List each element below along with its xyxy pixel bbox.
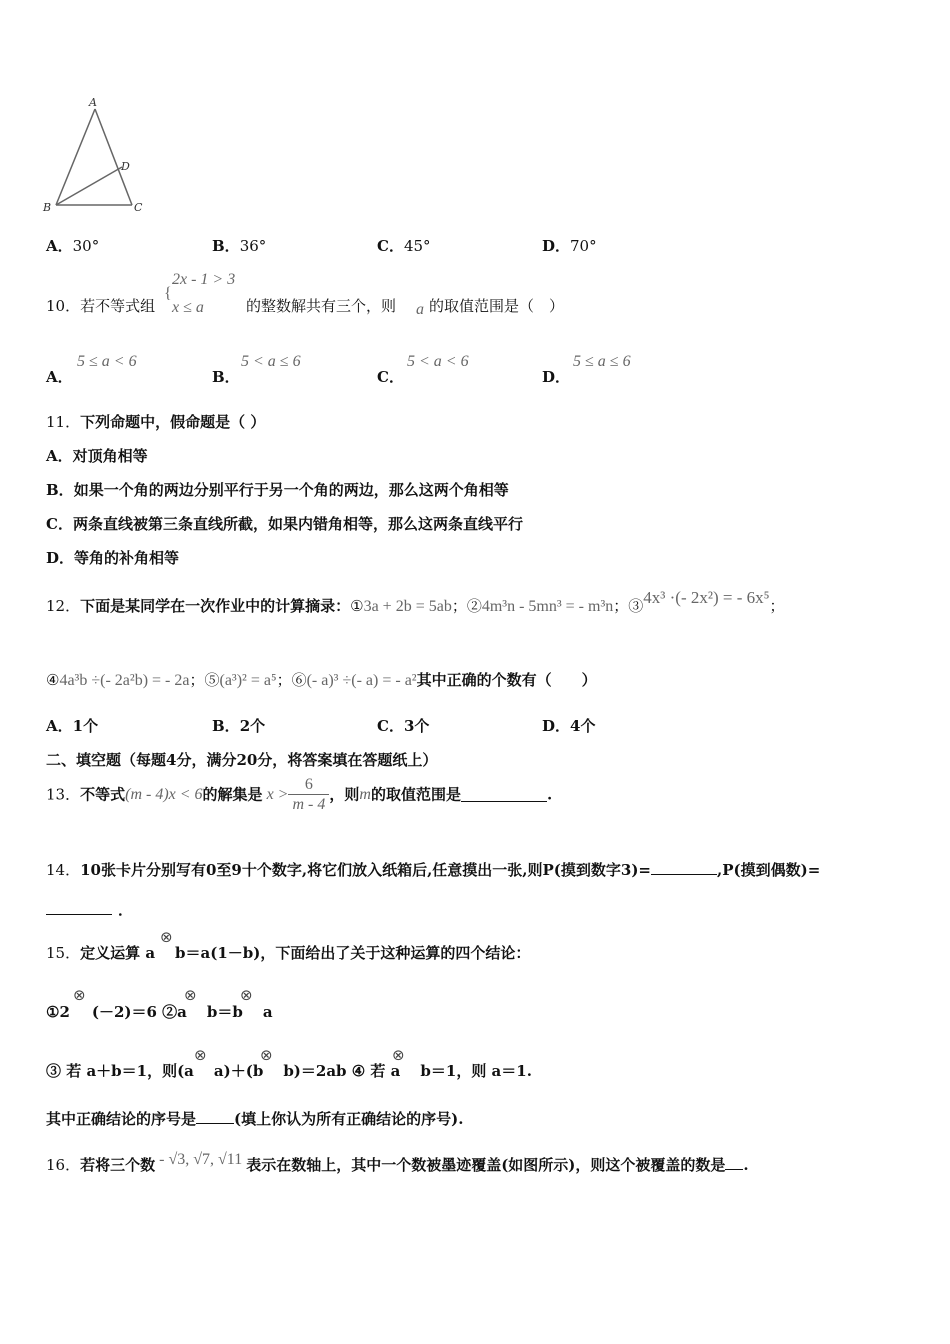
q13-answer-blank[interactable] [461,787,547,802]
q10-option-d-expr: 5 ≤ a ≤ 6 [573,353,631,370]
q12-expr-1: 3a + 2b = 5ab [363,598,452,615]
q12-option-b[interactable]: B．2个 [212,717,266,735]
q14-answer-blank-2[interactable] [46,900,112,915]
q10-option-a-letter[interactable]: A． [46,368,73,386]
q15-line-2: ①2 (－2)＝6 ②a b＝b a [46,1003,273,1021]
q9-option-d[interactable]: D．70° [542,237,597,255]
q10-var: a [416,301,424,318]
q16-answer-blank[interactable] [725,1155,743,1170]
q15-answer-blank[interactable] [196,1109,234,1124]
q12-expr-4: 4a³b ÷(- 2a²b) = - 2a [59,672,190,689]
q11-option-d[interactable]: D．等角的补角相等 [46,549,180,567]
otimes-icon: ⊗ [160,928,173,946]
q12-option-a[interactable]: A．1个 [46,717,99,735]
q12-expr-6: (- a)³ ÷(- a) = - a² [306,672,417,689]
side-ac [95,109,132,205]
q12-line-2: ④4a³b ÷(- 2a²b) = - 2a；⑤(a³)² = a⁵；⑥(- a)³ ÷(- a) = - a²其中正确的个数有（ ） [46,671,597,689]
q10-number: 10． [46,297,81,315]
q15-line-3: ③ 若 a＋b＝1，则(a a)＋(b b)＝2ab ④ 若 a b＝1，则 a＝1. [46,1062,532,1080]
q10-suffix: 的取值范围是（ ） [429,297,565,315]
label-c: C [134,201,143,214]
q10-option-b-letter[interactable]: B． [212,368,240,386]
segment-bd [56,167,122,205]
q12-line-1: 12．下面是某同学在一次作业中的计算摘录：①3a + 2b = 5ab；②4m³n - 5mn³ = - m³n；③4x³ ·(- 2x²) = - 6x⁵； [46,588,785,615]
q15-line-4: 其中正确结论的序号是 (填上你认为所有正确结论的序号). [46,1110,464,1128]
label-d: D [121,160,130,173]
q14-line-2: ． [46,900,133,919]
q10-ineq-2: x ≤ a [172,299,204,316]
section-title: 二、填空题（每题4分，满分20分，将答案填在答题纸上） [46,751,438,769]
q10-option-c-expr: 5 < a < 6 [407,353,469,370]
otimes-icon: ⊗ [184,986,197,1004]
q13-fraction: $\frac{6}{m - 4}$ [288,775,329,814]
q11-option-a[interactable]: A．对顶角相等 [46,447,148,465]
otimes-icon: ⊗ [260,1046,273,1064]
q11-stem: 11．下列命题中，假命题是（ ） [46,413,266,431]
otimes-icon: ⊗ [392,1046,405,1064]
q9-option-a[interactable]: A．30° [46,237,100,255]
q10-middle: 的整数解共有三个，则 [246,297,397,315]
q10-stem: 10．若不等式组 [46,297,156,315]
q10-brace: { [164,285,172,302]
otimes-icon: ⊗ [240,986,253,1004]
q10-option-d-letter[interactable]: D． [542,368,571,386]
q11-option-c[interactable]: C．两条直线被第三条直线所截，如果内错角相等，那么这两条直线平行 [46,515,523,533]
q11-option-b[interactable]: B．如果一个角的两边分别平行于另一个角的两边，那么这两个角相等 [46,481,509,499]
q9-option-b[interactable]: B．36° [212,237,267,255]
q14-line-1: 14．10张卡片分别写有0至9十个数字,将它们放入纸箱后,任意摸出一张,则P(摸到数字3)= ,P(摸到偶数)= [46,861,821,879]
triangle-figure [40,95,150,220]
q9-option-c[interactable]: C．45° [377,237,431,255]
q10-option-b-expr: 5 < a ≤ 6 [241,353,301,370]
q12-expr-5: (a³)² = a⁵ [219,672,277,689]
label-b: B [43,201,52,214]
q12-expr-3: 4x³ ·(- 2x²) = - 6x⁵ [643,588,770,607]
q12-option-c[interactable]: C．3个 [377,717,430,735]
label-a: A [89,96,97,109]
q14-answer-blank-1[interactable] [651,860,717,875]
q12-option-d[interactable]: D．4个 [542,717,596,735]
q10-ineq-1: 2x - 1 > 3 [172,271,236,288]
q10-option-c-letter[interactable]: C． [377,368,404,386]
otimes-icon: ⊗ [194,1046,207,1064]
side-ab [56,109,95,205]
q12-expr-2: 4m³n - 5mn³ = - m³n [481,598,614,615]
q16-line: 16．若将三个数 - √3, √7, √11 表示在数轴上，其中一个数被墨迹覆盖(如图所示)，则这个被覆盖的数是 . [46,1151,749,1174]
q13-line: 13．不等式(m - 4)x < 6的解集是 x > $\frac{6}{m - 4}$ ，则m的取值范围是 . [46,776,553,814]
q10-option-a-expr: 5 ≤ a < 6 [77,353,137,370]
q13-inequality: (m - 4)x < 6 [125,786,203,804]
q15-line-1: 15．定义运算 a b＝a(1－b)，下面给出了关于这种运算的四个结论： [46,944,531,962]
q16-numbers: - √3, √7, √11 [159,1151,243,1168]
otimes-icon: ⊗ [73,986,86,1004]
